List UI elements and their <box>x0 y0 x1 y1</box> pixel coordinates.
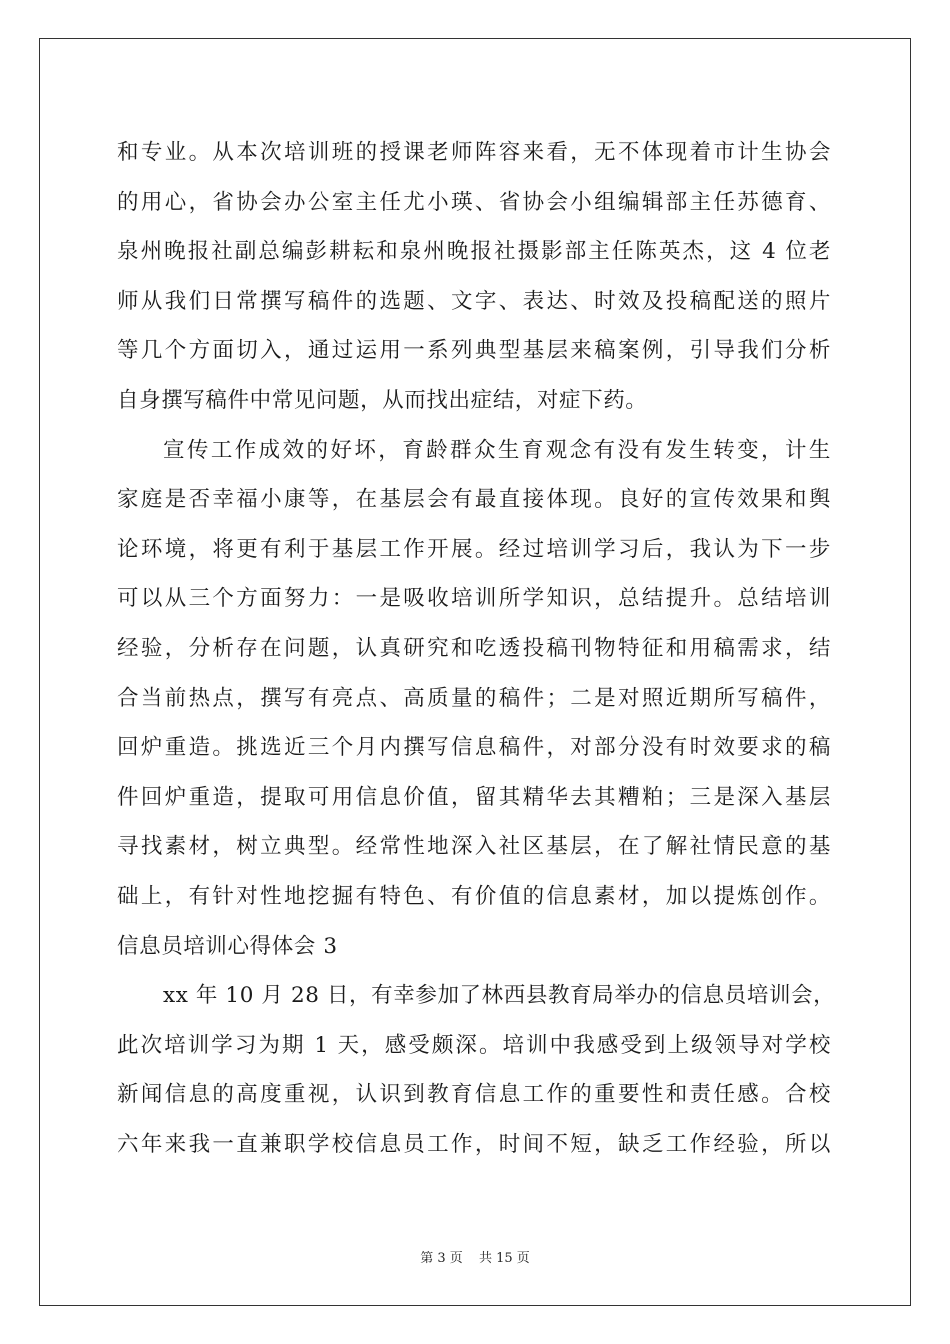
document-body <box>117 128 837 1169</box>
paragraph-3 <box>117 971 837 1169</box>
text-line: 论环境，将更有利于基层工作开展。经过培训学习后，我认为下一步 <box>117 536 831 562</box>
text-line: 六年来我一直兼职学校信息员工作，时间不短，缺乏工作经验，所以 <box>117 1131 831 1157</box>
text-line: 的用心，省协会办公室主任尤小瑛、省协会小组编辑部主任苏德育、 <box>117 189 831 215</box>
text-line: 宣传工作成效的好坏，育龄群众生育观念有没有发生转变，计生 <box>163 437 831 463</box>
text-line: 件回炉重造，提取可用信息价值，留其精华去其糟粕；三是深入基层 <box>117 784 831 810</box>
page-total: 共 15 页 <box>478 1251 530 1266</box>
text-line: 自身撰写稿件中常见问题，从而找出症结，对症下药。 <box>117 387 648 413</box>
text-line: 新闻信息的高度重视，认识到教育信息工作的重要性和责任感。合校 <box>117 1082 831 1108</box>
text-line: 和专业。从本次培训班的授课老师阵容来看，无不体现着市计生协会 <box>117 140 831 165</box>
paragraph-2 <box>117 426 837 922</box>
text-line: 家庭是否幸福小康等，在基层会有最直接体现。良好的宣传效果和舆 <box>117 487 831 513</box>
text-line: 础上，有针对性地挖掘有特色、有价值的信息素材，加以提炼创作。 <box>117 883 831 909</box>
text-line: 师从我们日常撰写稿件的选题、文字、表达、时效及投稿配送的照片 <box>117 288 831 314</box>
section-heading: 信息员培训心得体会 3 <box>117 933 338 959</box>
text-line: 合当前热点，撰写有亮点、高质量的稿件；二是对照近期所写稿件， <box>117 685 831 711</box>
page-footer <box>0 1247 950 1266</box>
text-line: 等几个方面切入，通过运用一系列典型基层来稿案例，引导我们分析 <box>117 338 831 364</box>
text-line: 寻找素材，树立典型。经常性地深入社区基层，在了解社情民意的基 <box>117 834 831 860</box>
page-number: 第 3 页 <box>420 1251 463 1266</box>
text-line: xx 年 10 月 28 日，有幸参加了林西县教育局举办的信息员培训会， <box>163 983 836 1009</box>
text-line: 此次培训学习为期 1 天，感受颇深。培训中我感受到上级领导对学校 <box>117 1032 831 1058</box>
text-line: 泉州晚报社副总编彭耕耘和泉州晚报社摄影部主任陈英杰，这 4 位老 <box>117 239 831 265</box>
text-line: 可以从三个方面努力：一是吸收培训所学知识，总结提升。总结培训 <box>117 586 831 612</box>
paragraph-1 <box>117 128 837 426</box>
text-line: 经验，分析存在问题，认真研究和吃透投稿刊物特征和用稿需求，结 <box>117 635 831 661</box>
text-line: 回炉重造。挑选近三个月内撰写信息稿件，对部分没有时效要求的稿 <box>117 735 831 761</box>
